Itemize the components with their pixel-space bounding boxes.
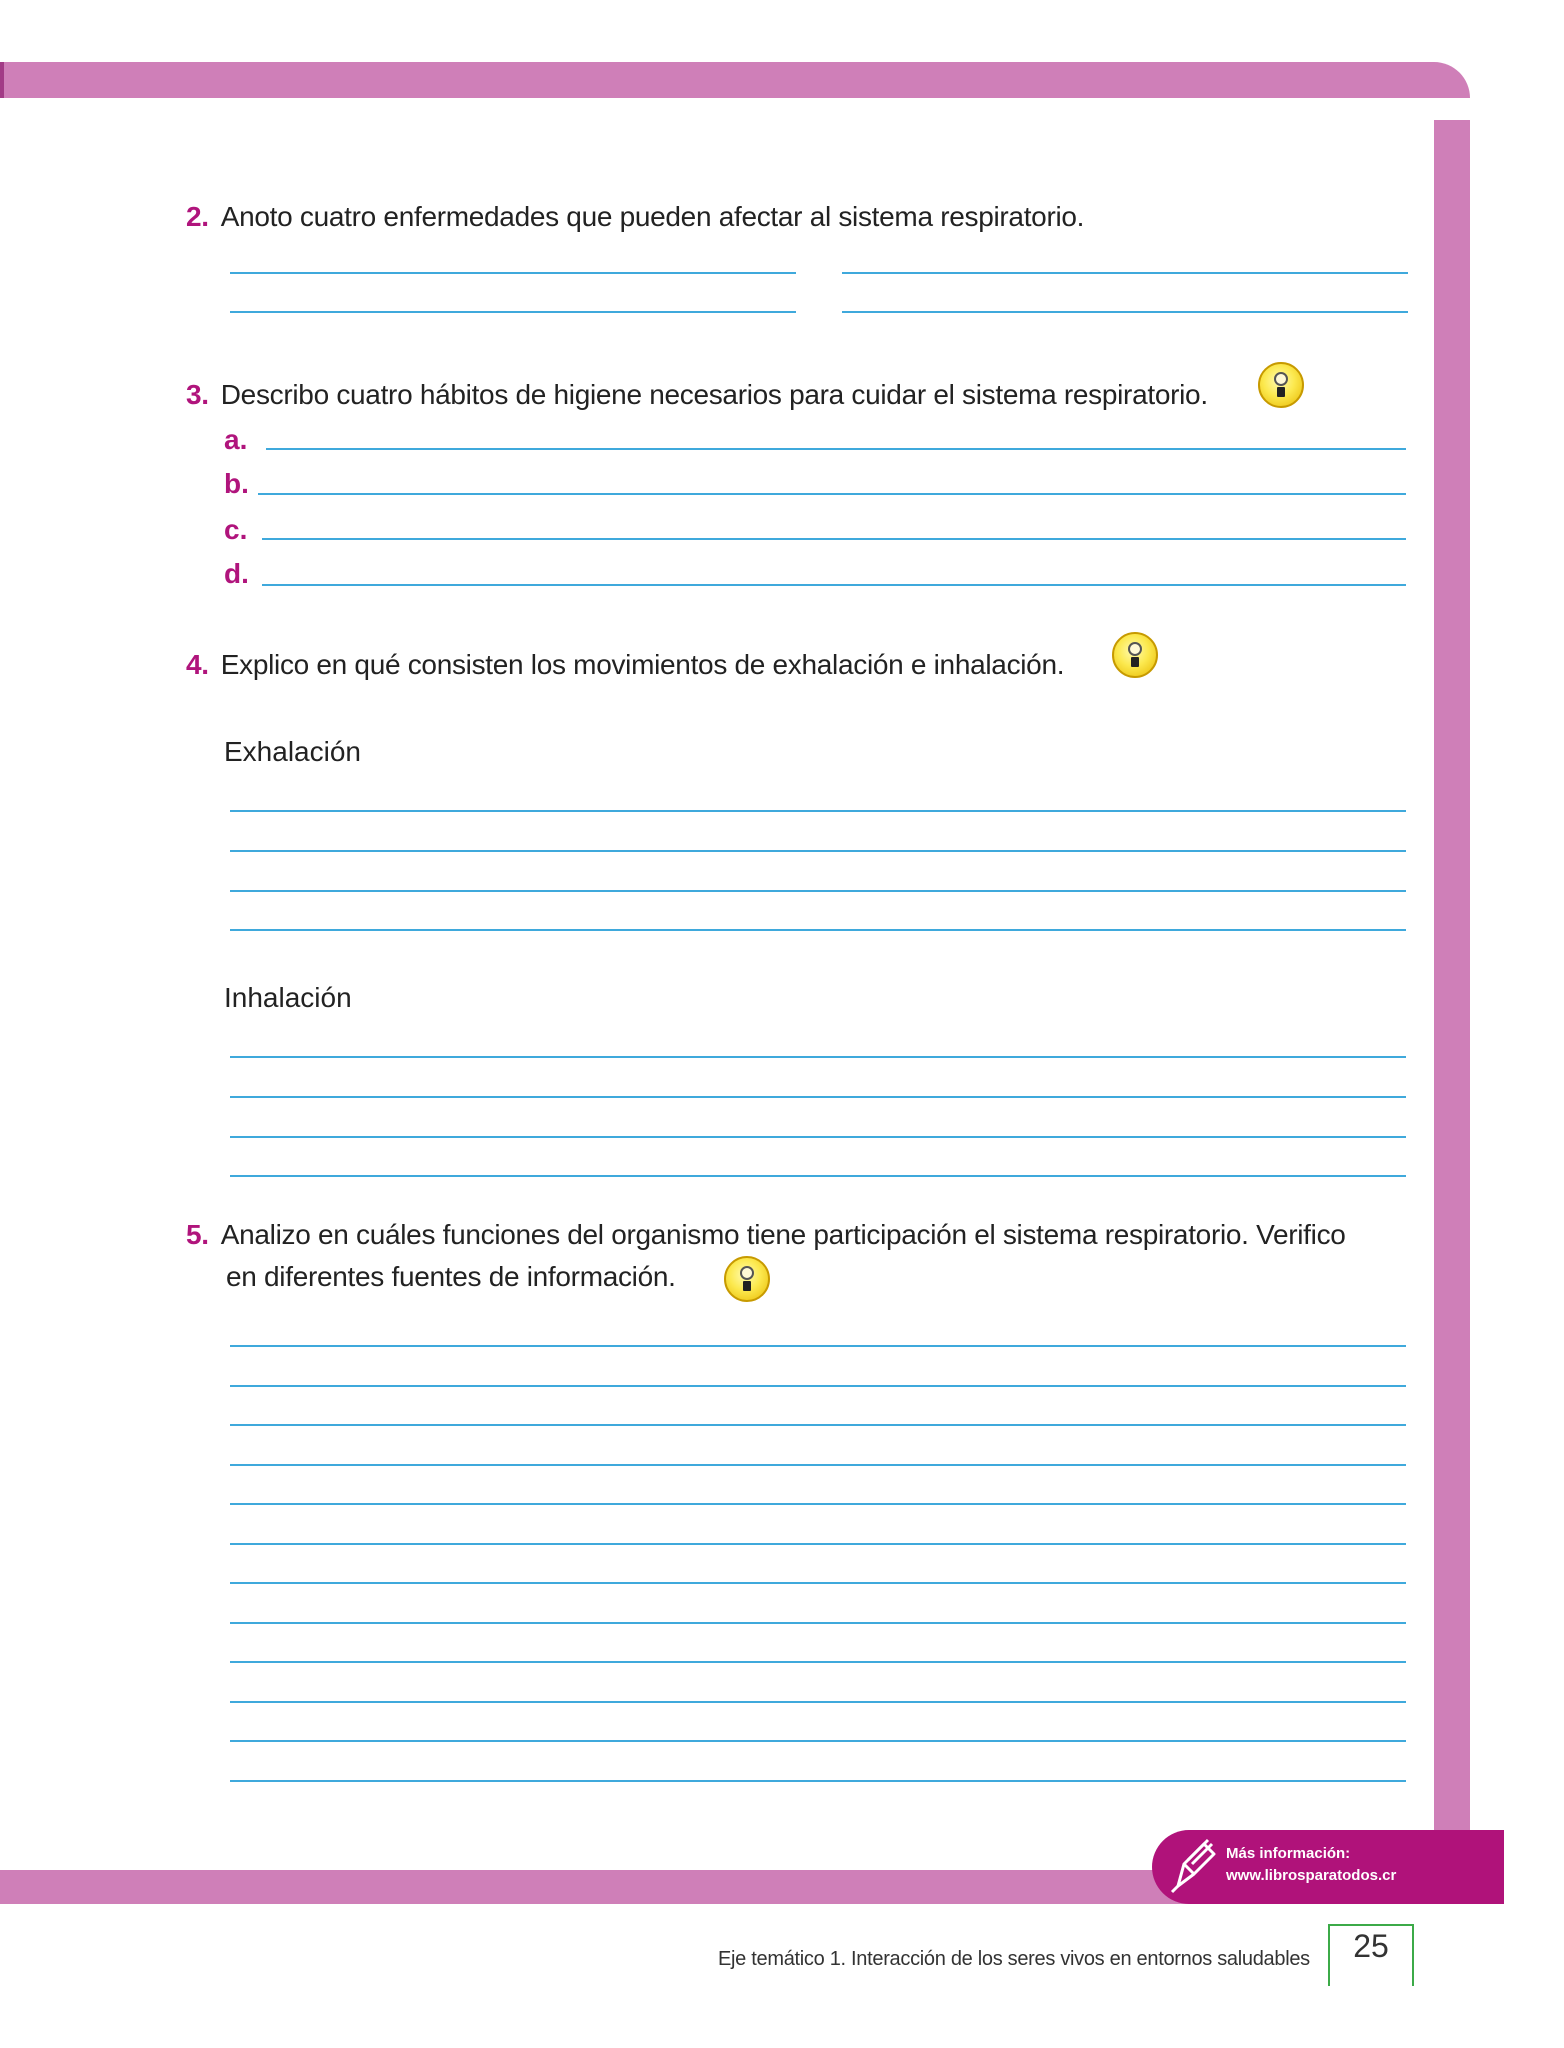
answer-line[interactable] bbox=[230, 1096, 1406, 1098]
question-text: Explico en qué consisten los movimientos de exhalación e inhalación. bbox=[220, 649, 1065, 680]
question-5 bbox=[186, 1214, 1346, 1256]
page-frame-right bbox=[1434, 120, 1470, 1840]
more-info-link[interactable]: www.librosparatodos.cr bbox=[1226, 1867, 1397, 1884]
answer-line[interactable] bbox=[230, 1424, 1406, 1426]
answer-line[interactable] bbox=[230, 1780, 1406, 1782]
answer-line[interactable] bbox=[230, 1740, 1406, 1742]
answer-line[interactable] bbox=[230, 1503, 1406, 1505]
answer-line[interactable] bbox=[230, 890, 1406, 892]
lightbulb-icon bbox=[724, 1256, 770, 1302]
question-4 bbox=[186, 644, 1064, 686]
item-label-d: d. bbox=[224, 558, 249, 589]
page-number: 25 bbox=[1353, 1928, 1389, 1964]
answer-line[interactable] bbox=[230, 1056, 1406, 1058]
item-label-c: c. bbox=[224, 514, 248, 545]
question-text: Describo cuatro hábitos de higiene necesarios para cuidar el sistema respiratorio. bbox=[220, 379, 1208, 410]
footer-caption: Eje temático 1. Interacción de los seres vivos en entornos saludables bbox=[718, 1948, 1310, 1970]
answer-line[interactable] bbox=[258, 493, 1406, 495]
page-frame-top bbox=[0, 62, 1470, 98]
item-label-b: b. bbox=[224, 468, 249, 499]
answer-line[interactable] bbox=[230, 1345, 1406, 1347]
answer-line[interactable] bbox=[230, 1543, 1406, 1545]
answer-line[interactable] bbox=[230, 1701, 1406, 1703]
answer-line[interactable] bbox=[266, 448, 1406, 450]
question-number: 3. bbox=[186, 379, 209, 410]
answer-line[interactable] bbox=[230, 1175, 1406, 1177]
answer-line[interactable] bbox=[230, 272, 796, 274]
question-3 bbox=[186, 374, 1208, 416]
question-number: 2. bbox=[186, 201, 209, 232]
lightbulb-icon bbox=[1258, 362, 1304, 408]
question-text-line-1: Analizo en cuáles funciones del organismo tiene participación el sistema respiratorio. Verifico bbox=[220, 1219, 1346, 1250]
more-info-label: Más información: bbox=[1226, 1845, 1351, 1862]
answer-line[interactable] bbox=[262, 584, 1406, 586]
question-5-continued bbox=[226, 1256, 676, 1298]
answer-line[interactable] bbox=[262, 538, 1406, 540]
question-text: Anoto cuatro enfermedades que pueden afectar al sistema respiratorio. bbox=[220, 201, 1085, 232]
answer-line[interactable] bbox=[230, 311, 796, 313]
exhalacion-label: Exhalación bbox=[224, 736, 361, 767]
question-number: 4. bbox=[186, 649, 209, 680]
lightbulb-icon bbox=[1112, 632, 1158, 678]
page-frame-corner bbox=[1374, 98, 1434, 158]
answer-line[interactable] bbox=[230, 1464, 1406, 1466]
answer-line[interactable] bbox=[230, 929, 1406, 931]
answer-line[interactable] bbox=[230, 1136, 1406, 1138]
inhalacion-label: Inhalación bbox=[224, 982, 352, 1013]
page-frame-bottom bbox=[0, 1870, 1280, 1904]
question-text-line-2: en diferentes fuentes de información. bbox=[226, 1261, 676, 1292]
question-2 bbox=[186, 196, 1084, 238]
answer-line[interactable] bbox=[230, 1622, 1406, 1624]
more-info-badge[interactable] bbox=[1152, 1830, 1504, 1904]
answer-line[interactable] bbox=[842, 272, 1408, 274]
answer-line[interactable] bbox=[230, 1661, 1406, 1663]
answer-line[interactable] bbox=[230, 1385, 1406, 1387]
pencil-icon bbox=[1164, 1838, 1220, 1896]
question-number: 5. bbox=[186, 1219, 209, 1250]
page-frame-tick bbox=[0, 62, 4, 98]
item-label-a: a. bbox=[224, 424, 248, 455]
answer-line[interactable] bbox=[842, 311, 1408, 313]
answer-line[interactable] bbox=[230, 850, 1406, 852]
answer-line[interactable] bbox=[230, 810, 1406, 812]
answer-line[interactable] bbox=[230, 1582, 1406, 1584]
